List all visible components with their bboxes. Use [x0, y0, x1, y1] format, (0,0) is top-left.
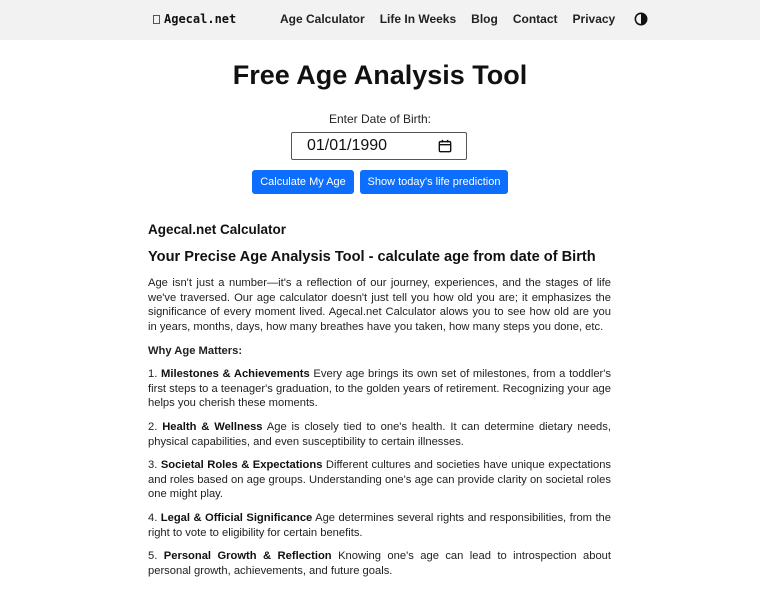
- nav-link-blog[interactable]: Blog: [471, 12, 498, 26]
- list-item: [148, 367, 611, 411]
- list-item: [148, 420, 611, 449]
- list-item: [148, 511, 611, 540]
- theme-toggle-icon[interactable]: [634, 12, 648, 26]
- dob-label: Enter Date of Birth:: [328, 112, 432, 126]
- item-text: Age is closely tied to one's health. It can determine dietary needs, physical capabilities, and even susceptibility to certain illnesses.: [148, 420, 611, 448]
- article: [148, 223, 611, 587]
- nav-link-life-in-weeks[interactable]: Life In Weeks: [379, 12, 457, 26]
- item-number: 5.: [148, 550, 158, 563]
- navbar: [0, 0, 760, 40]
- list-item: [148, 458, 611, 502]
- page-title: Free Age Analysis Tool: [232, 60, 528, 90]
- brand-name[interactable]: Agecal.net: [164, 12, 237, 26]
- item-title: Health & Wellness: [162, 420, 263, 433]
- brand-logo[interactable]: [153, 12, 236, 26]
- article-intro: Age isn't just a number—it's a reflection of our journey, experiences, and the stages of life we've traversed. Our age calculator doesn't just tell you how old you are; it emphasizes the significance of every moment lived. Agecal.net Calculator alows you to see how old are you in years, months, days, how many breathes have you taken, how many steps you done, etc.: [148, 277, 611, 333]
- dob-input-value[interactable]: 01/01/1990: [307, 137, 388, 154]
- nav-links: [280, 12, 648, 26]
- item-title: Personal Growth & Reflection: [163, 550, 332, 563]
- life-prediction-button[interactable]: Show today's life prediction: [360, 170, 508, 194]
- item-text: Age determines several rights and responsibilities, from the right to vote to eligibility for certain benefits.: [148, 511, 611, 539]
- item-number: 1.: [148, 368, 158, 381]
- nav-link-privacy[interactable]: Privacy: [572, 12, 616, 26]
- item-title: Legal & Official Significance: [160, 511, 313, 524]
- item-number: 2.: [148, 420, 158, 433]
- list-item: [148, 549, 611, 578]
- nav-link-contact[interactable]: Contact: [512, 12, 558, 26]
- article-heading: Agecal.net Calculator: [148, 222, 287, 237]
- item-title: Milestones & Achievements: [161, 368, 310, 381]
- why-age-matters-heading: Why Age Matters:: [148, 344, 243, 357]
- item-number: 4.: [148, 511, 158, 524]
- brand-icon: [153, 15, 160, 24]
- item-text: Knowing one's age can lead to introspection about personal growth, achievements, and future goals.: [148, 550, 612, 577]
- item-number: 3.: [148, 459, 158, 472]
- dob-input[interactable]: [291, 132, 467, 160]
- calendar-icon[interactable]: [438, 139, 452, 153]
- item-title: Societal Roles & Expectations: [160, 459, 323, 472]
- article-subheading: Your Precise Age Analysis Tool - calculate age from date of Birth: [148, 248, 596, 265]
- item-text: Every age brings its own set of milestones, from a toddler's first steps to a teenager's graduation, to the golden years of retirement. Recognizing your age helps you cherish these moments.: [148, 368, 612, 410]
- nav-link-age-calculator[interactable]: Age Calculator: [280, 12, 365, 26]
- calculate-age-button[interactable]: Calculate My Age: [252, 170, 354, 194]
- item-text: Different cultures and societies have unique expectations and roles based on age groups. Understanding one's age can provide clarity on societal roles one might play.: [148, 459, 612, 501]
